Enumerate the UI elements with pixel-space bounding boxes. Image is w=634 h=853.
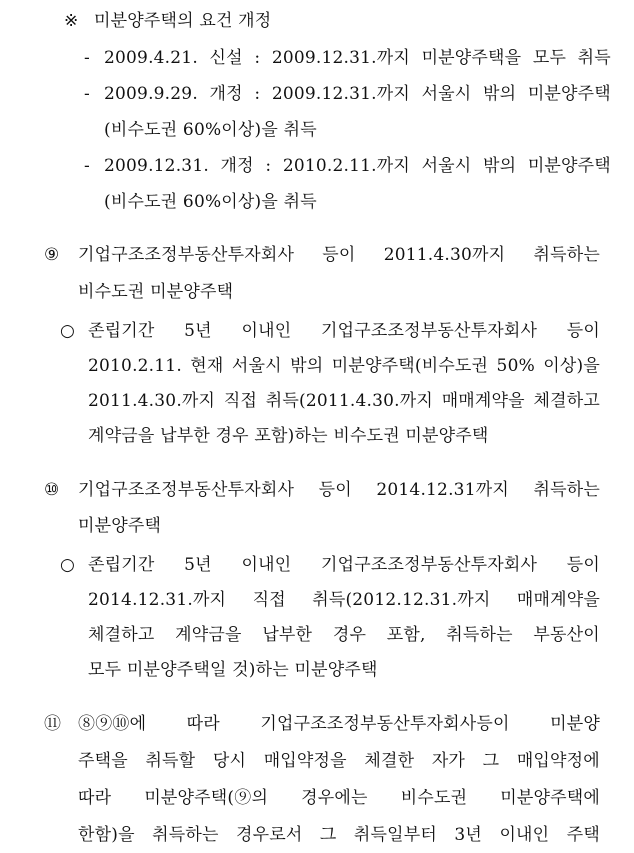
word: 2009.4.21. <box>104 48 198 68</box>
word: 서울시 <box>421 156 472 176</box>
word: 체결하고 <box>533 391 600 411</box>
note-marker: ※ <box>64 11 79 31</box>
note-item-3-line-2: (비수도권 60%이상)을 취득 <box>104 192 317 212</box>
word: 부동산이 <box>533 625 600 645</box>
word: 취득하는 <box>533 480 600 500</box>
word: 50% <box>496 356 535 376</box>
word: 2009.9.29. <box>104 84 198 104</box>
word: : <box>265 156 272 176</box>
section-9-body-line-1 <box>88 320 600 342</box>
word: 모두 <box>532 48 567 68</box>
word: 기업구조조정부동산투자회사 <box>320 321 538 341</box>
section-9-bullet: ○ <box>60 321 75 341</box>
word: 매입약정을 <box>263 751 347 771</box>
word: 2009.12.31.까지 <box>271 48 410 68</box>
section-11-heading-line-3 <box>78 787 600 809</box>
word: 미분양주택에 <box>500 788 600 808</box>
word: 비수도권 <box>400 788 468 808</box>
section-9-heading-line-1 <box>78 244 600 266</box>
word: 이내인 <box>241 321 292 341</box>
word: 서울시 <box>231 356 282 376</box>
word: 미분양주택 <box>527 156 611 176</box>
section-10-bullet: ○ <box>60 555 75 575</box>
word: 취득(2011.4.30.까지 <box>265 391 434 411</box>
word: 5년 <box>184 555 212 575</box>
word: 2009.12.31. <box>104 156 209 176</box>
word: 이상)을 <box>543 356 600 376</box>
word: 5년 <box>184 321 212 341</box>
note-item-3-marker: - <box>84 156 90 176</box>
word: 개정 <box>220 156 254 176</box>
section-11-number: ⑪ <box>44 714 61 734</box>
note-item-2-line-1 <box>104 83 611 105</box>
section-10-heading-line-1 <box>78 479 600 501</box>
note-title: 미분양주택의 요건 개정 <box>94 11 272 31</box>
section-11-heading-line-1 <box>78 713 600 735</box>
word: 등이 <box>318 480 352 500</box>
section-10-body-line-3 <box>88 624 600 646</box>
word: 취득하는 <box>446 625 513 645</box>
section-9-body-line-4: 계약금을 납부한 경우 포함)하는 비수도권 미분양주택 <box>88 426 489 446</box>
word: 기업구조조정부동산투자회사 <box>78 245 295 265</box>
word: 당시 <box>212 751 247 771</box>
note-item-2-marker: - <box>84 84 90 104</box>
section-9-heading-line-2: 비수도권 미분양주택 <box>78 282 234 302</box>
word: 체결한 <box>364 751 415 771</box>
word: 기업구조조정부동산투자회사 <box>320 555 538 575</box>
word: 신설 <box>209 48 243 68</box>
word: 3년 <box>454 825 483 845</box>
word: 취득(2012.12.31.까지 <box>312 590 491 610</box>
word: 등이 <box>566 321 600 341</box>
word: 체결하고 <box>88 625 155 645</box>
word: 밖의 <box>483 156 517 176</box>
note-item-1-marker: - <box>84 48 90 68</box>
word: 미분양주택을 <box>421 48 522 68</box>
word: 자가 <box>431 751 466 771</box>
word: 따라 <box>78 788 112 808</box>
word: 기업구조조정부동산투자회사 <box>78 480 295 500</box>
word: 취득일부터 <box>353 825 438 845</box>
word: 2011.4.30.까지 <box>88 391 216 411</box>
word: 경우 <box>332 625 367 645</box>
word: 미분양 <box>550 714 600 734</box>
section-10-body-line-1 <box>88 554 600 576</box>
word: 2011.4.30까지 <box>383 245 506 265</box>
word: 직접 <box>252 590 286 610</box>
word: 현재 <box>190 356 224 376</box>
section-11-heading-line-2 <box>78 750 600 772</box>
section-9-body-line-3 <box>88 390 600 412</box>
word: 2010.2.11. <box>88 356 182 376</box>
word: 밖의 <box>290 356 324 376</box>
word: 취득 <box>577 48 611 68</box>
word: 기업구조조정부동산투자회사등이 <box>260 714 510 734</box>
note-item-2-line-2: (비수도권 60%이상)을 취득 <box>104 120 317 140</box>
word: ⑧⑨⑩에 <box>78 714 147 734</box>
section-9-body-line-2 <box>88 355 600 377</box>
word: 2009.12.31.까지 <box>271 84 410 104</box>
word: 미분양주택(비수도권 <box>331 356 489 376</box>
word: 매입약정에 <box>516 751 600 771</box>
word: 밖의 <box>483 84 517 104</box>
section-10-body-line-2 <box>88 589 600 611</box>
word: 따라 <box>186 714 220 734</box>
word: 2014.12.31까지 <box>376 480 509 500</box>
section-10-heading-line-2: 미분양주택 <box>78 516 162 536</box>
word: 매매계약을 <box>516 590 600 610</box>
word: 이내인 <box>241 555 292 575</box>
word: 포함, <box>386 625 426 645</box>
note-item-3-line-1 <box>104 155 611 177</box>
section-9-number: ⑨ <box>44 245 60 265</box>
note-item-1-line-1 <box>104 47 611 69</box>
word: 매매계약을 <box>441 391 525 411</box>
word: 한함)을 <box>78 825 135 845</box>
word: 경우로서 <box>235 825 303 845</box>
word: 취득하는 <box>152 825 219 845</box>
word: 개정 <box>209 84 243 104</box>
word: 서울시 <box>421 84 472 104</box>
section-11-heading-line-4 <box>78 824 600 846</box>
word: 납부한 <box>262 625 313 645</box>
word: 등이 <box>566 555 600 575</box>
word: : <box>254 48 261 68</box>
section-10-number: ⑩ <box>44 480 60 500</box>
word: : <box>254 84 261 104</box>
word: 그 <box>319 825 337 845</box>
word: 경우에는 <box>301 788 368 808</box>
word: 직접 <box>223 391 258 411</box>
word: 주택 <box>566 825 600 845</box>
word: 취득할 <box>145 751 196 771</box>
word: 등이 <box>322 245 356 265</box>
word: 이내인 <box>499 825 550 845</box>
word: 미분양주택(⑨의 <box>144 788 269 808</box>
section-10-body-line-4: 모두 미분양주택일 것)하는 미분양주택 <box>88 660 378 680</box>
word: 계약금을 <box>175 625 242 645</box>
word: 2010.2.11.까지 <box>282 156 410 176</box>
word: 존립기간 <box>88 321 155 341</box>
word: 취득하는 <box>533 245 600 265</box>
word: 주택을 <box>78 751 128 771</box>
word: 2014.12.31.까지 <box>88 590 227 610</box>
word: 존립기간 <box>88 555 155 575</box>
word: 그 <box>482 751 500 771</box>
word: 미분양주택 <box>527 84 611 104</box>
